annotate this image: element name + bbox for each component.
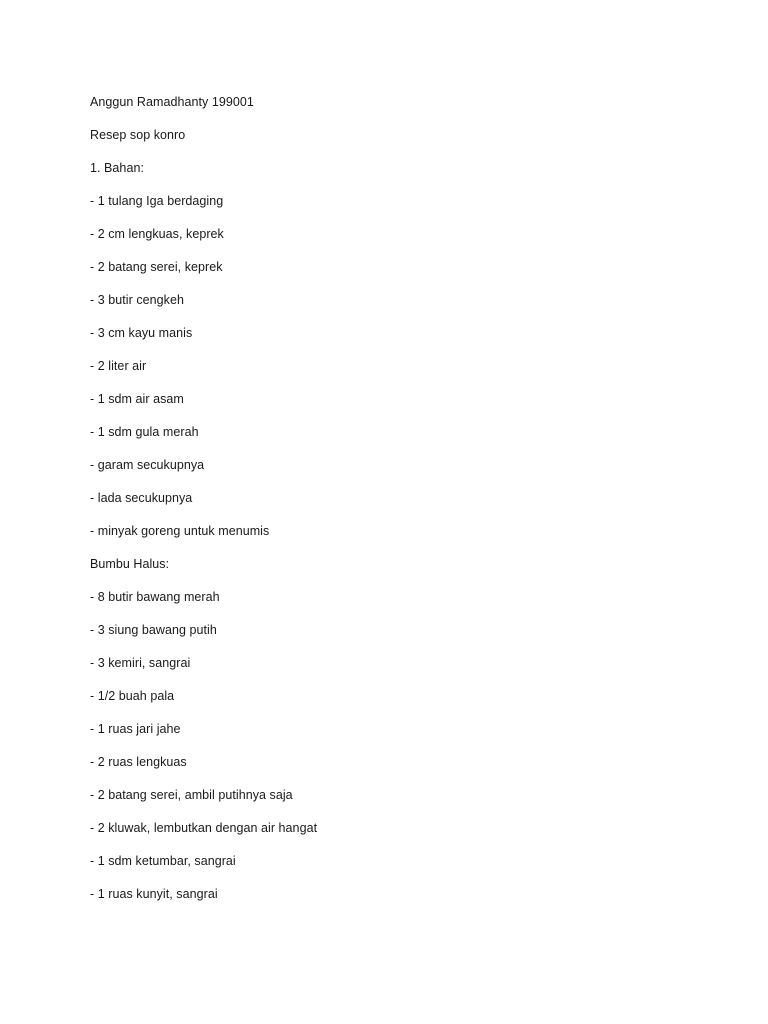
list-item: - minyak goreng untuk menumis xyxy=(90,524,270,538)
list-item: - 3 kemiri, sangrai xyxy=(90,656,191,670)
list-item: - lada secukupnya xyxy=(90,491,193,505)
list-item: - 1 sdm air asam xyxy=(90,392,184,406)
list-item: - 2 ruas lengkuas xyxy=(90,755,187,769)
list-item: - 2 kluwak, lembutkan dengan air hangat xyxy=(90,821,318,835)
section-heading-bumbu-halus: Bumbu Halus: xyxy=(90,557,170,571)
list-item: - 2 cm lengkuas, keprek xyxy=(90,227,224,241)
list-item: - 8 butir bawang merah xyxy=(90,590,220,604)
list-item: - 2 batang serei, keprek xyxy=(90,260,223,274)
list-item: - 1 sdm gula merah xyxy=(90,425,199,439)
list-item: - 1 tulang Iga berdaging xyxy=(90,194,224,208)
list-item: - 1 ruas kunyit, sangrai xyxy=(90,887,218,901)
list-item: - garam secukupnya xyxy=(90,458,205,472)
document-body xyxy=(90,94,710,919)
list-item: - 3 siung bawang putih xyxy=(90,623,217,637)
list-item: - 1/2 buah pala xyxy=(90,689,175,703)
recipe-title: Resep sop konro xyxy=(90,128,186,142)
list-item: - 3 butir cengkeh xyxy=(90,293,184,307)
list-item: - 1 ruas jari jahe xyxy=(90,722,181,736)
list-item: - 2 batang serei, ambil putihnya saja xyxy=(90,788,293,802)
section-heading-bahan: 1. Bahan: xyxy=(90,161,144,175)
list-item: - 1 sdm ketumbar, sangrai xyxy=(90,854,236,868)
list-item: - 2 liter air xyxy=(90,359,147,373)
list-item: - 3 cm kayu manis xyxy=(90,326,193,340)
author-line: Anggun Ramadhanty 199001 xyxy=(90,95,254,109)
